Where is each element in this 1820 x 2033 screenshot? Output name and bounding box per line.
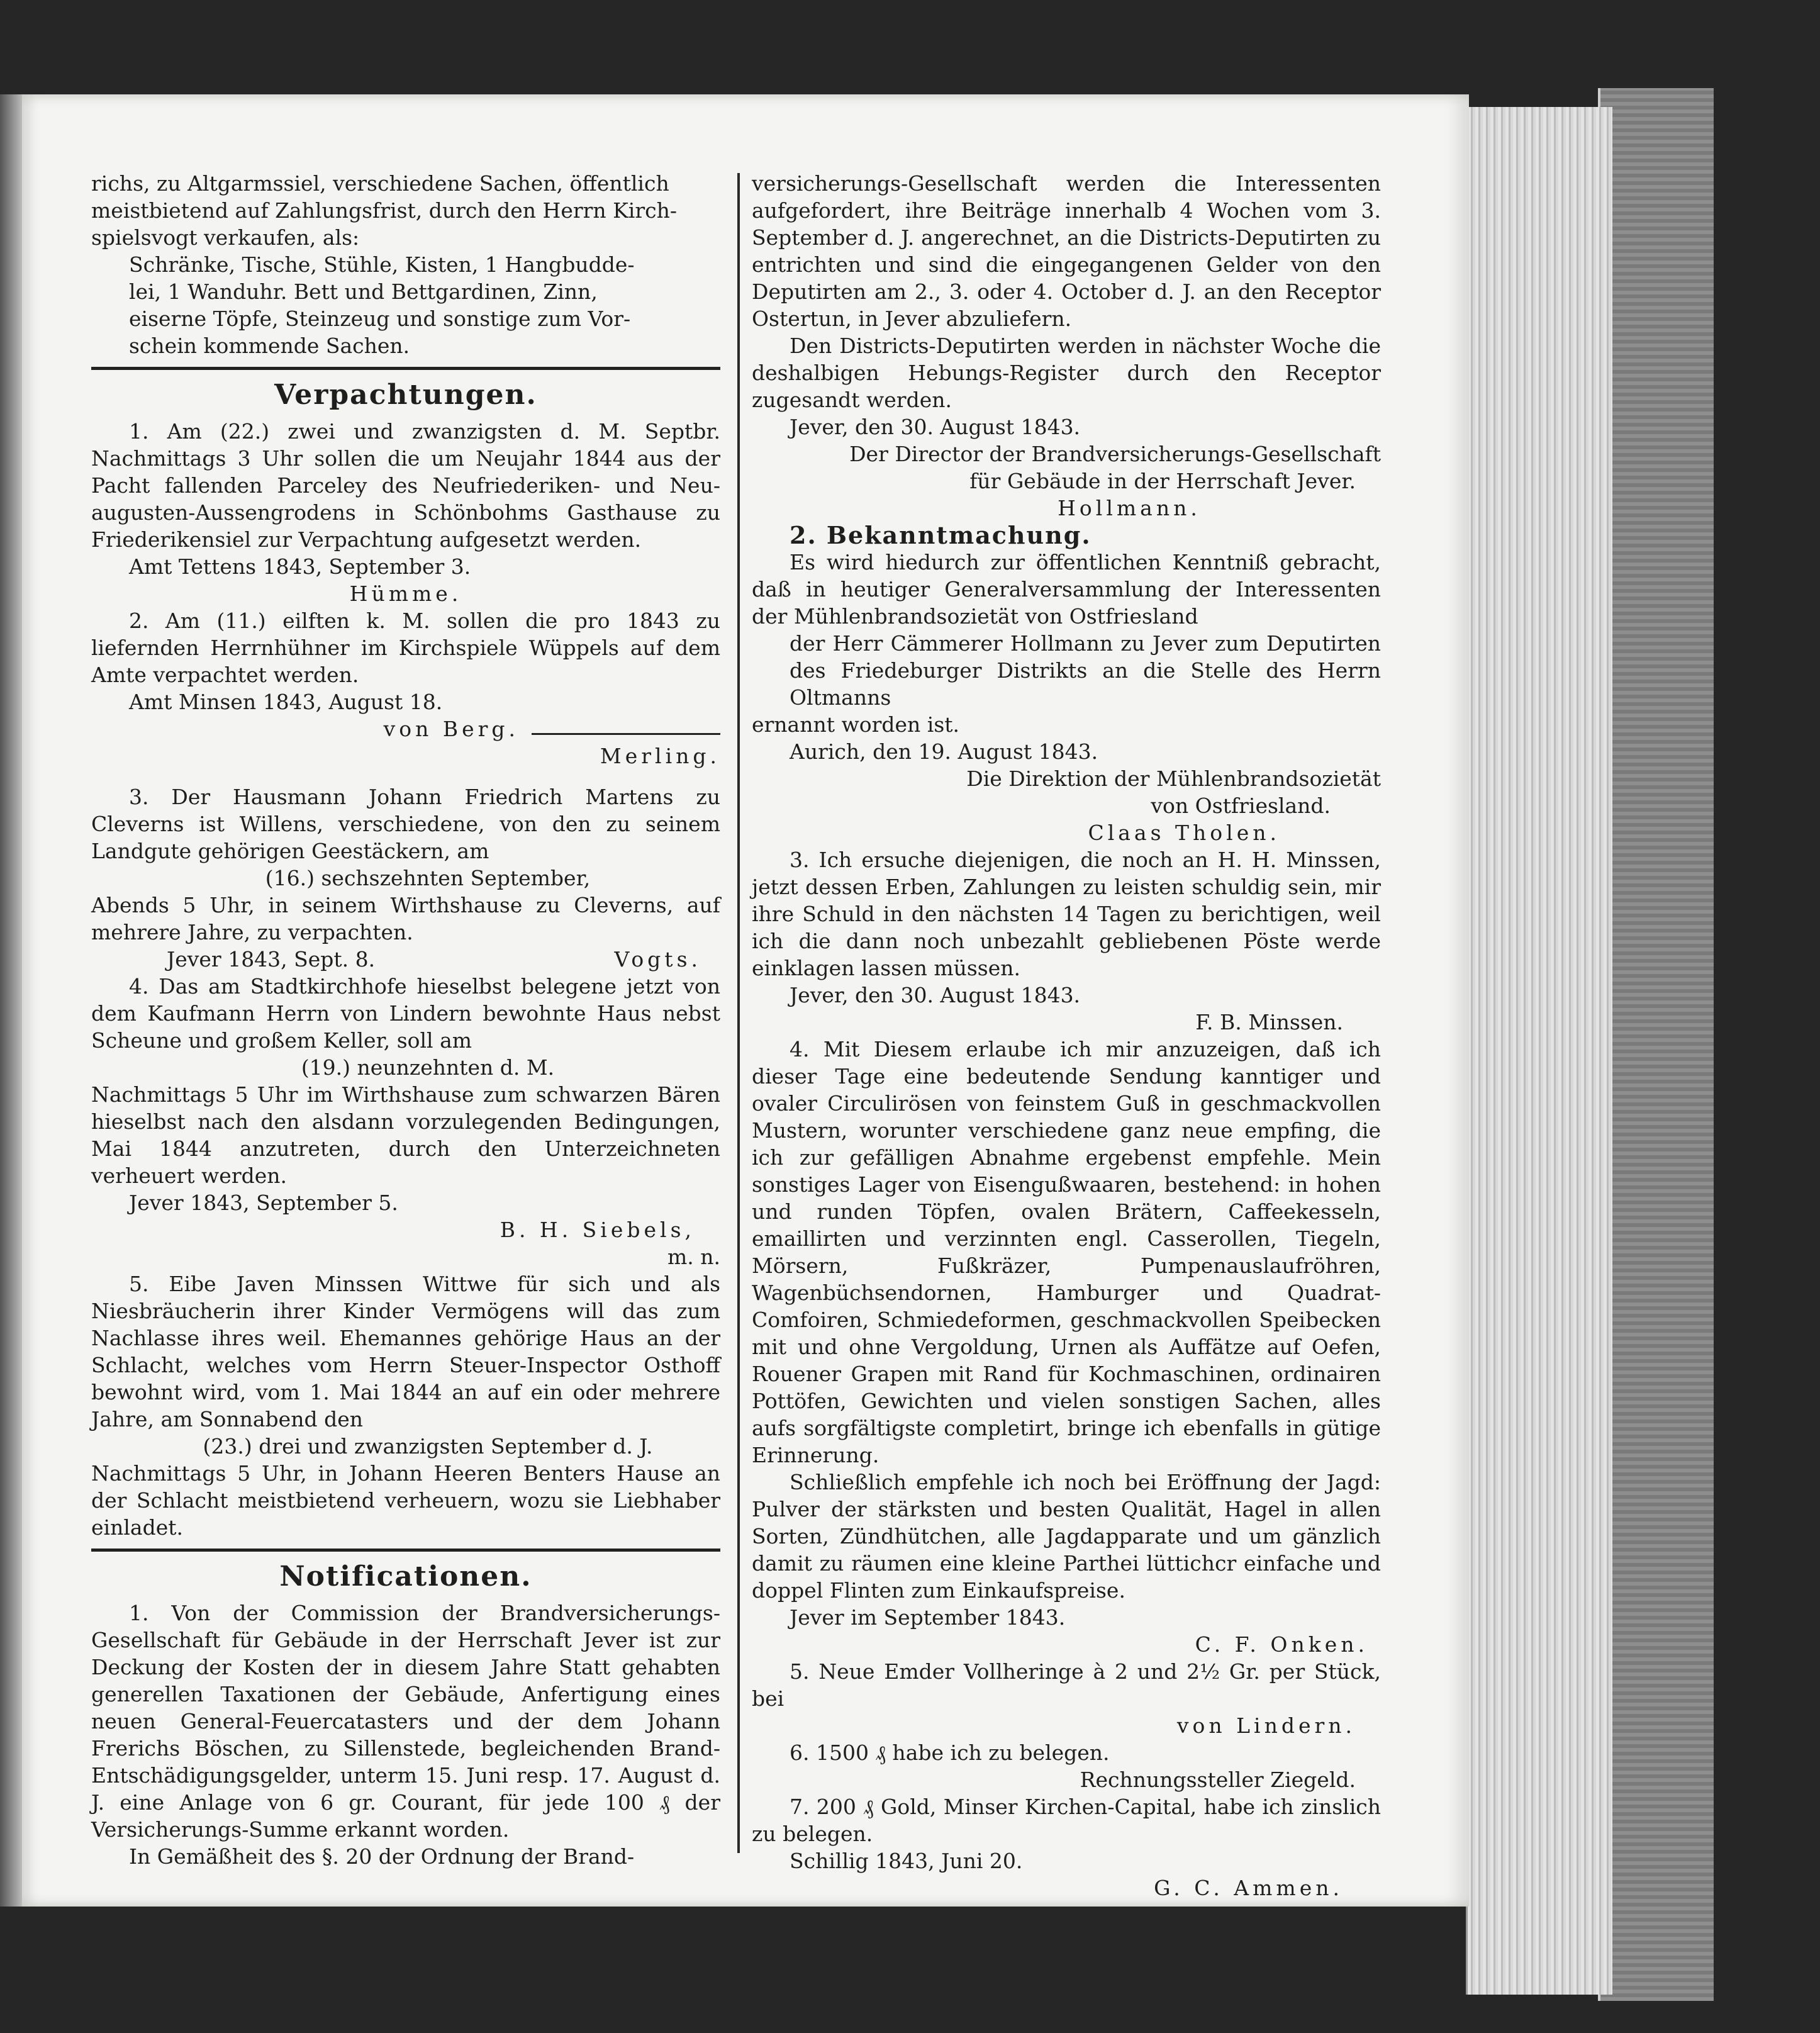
notice-text: der Herr Cämmerer Hollmann zu Jever zum Deputirten des Friedeburger Distrikts an die Stelle des Herrn Oltmanns — [790, 631, 1381, 710]
notice-text: ernannt worden ist. — [752, 712, 960, 737]
notice-place-date: Jever 1843, September 5. — [129, 1190, 398, 1215]
notice-signature: für Gebäude in der Herrschaft Jever. — [969, 469, 1356, 493]
signature-rule — [532, 733, 720, 735]
notice-item-6: 6. 1500 ₰ habe ich zu belegen. — [790, 1740, 1110, 1765]
notice-verpachtung-2: 2. Am (11.) eilften k. M. sollen die pro 1843 zu liefernden Herrnhühner im Kirchspiele Wüppels auf dem Amte verpachtet werden. — [91, 608, 720, 687]
notice-signature: C. F. Onken. — [1195, 1632, 1368, 1657]
notice-verpachtung-5: 5. Eibe Javen Minssen Wittwe für sich und als Niesbräucherin ihrer Kinder Vermögens will das zum Nachlasse ihres weil. Ehemannes gehörige Haus an der Schlacht, welches vom Herrn Steuer-Inspector Osthoff bewohnt wird, vom 1. Mai 1844 an auf ein oder mehrere Jahre, am Sonnabend den — [91, 1272, 720, 1431]
page-stack-edge — [1466, 107, 1612, 1995]
signature-line — [91, 715, 720, 742]
signature-line — [91, 946, 720, 973]
left-column — [91, 170, 720, 1870]
section-rule — [91, 367, 720, 370]
notice-item-7: 7. 200 ₰ Gold, Minser Kirchen-Capital, habe ich zinslich zu belegen. — [752, 1795, 1381, 1846]
notice-text: Den Districts-Deputirten werden in nächster Woche die deshalbigen Hebungs-Register durch den Receptor zugesandt werden. — [752, 333, 1381, 412]
notice-place-date: Aurich, den 19. August 1843. — [790, 739, 1098, 764]
notice-verpachtung-1: 1. Am (22.) zwei und zwanzigsten d. M. Septbr. Nachmittags 3 Uhr sollen die um Neujahr 1844 aus der Pacht fallenden Parceley des Neufriederiken- und Neu-augusten-Aussengrodens in Schönbohms Gasthause zu Friederikensiel zur Verpachtung aufgesetzt werden. — [91, 419, 720, 552]
intro-line: spielsvogt verkaufen, als: — [91, 225, 360, 250]
notice-date-line: (16.) sechszehnten September, — [265, 866, 591, 890]
notice-signature: B. H. Siebels, — [500, 1218, 695, 1242]
notice-place-date: Schillig 1843, Juni 20. — [790, 1849, 1023, 1873]
notice-signature: Hollmann. — [1058, 496, 1201, 520]
notice-item-4: 4. Mit Diesem erlaube ich mir anzuzeigen, daß ich dieser Tage eine bedeutende Sendung kanntiger und ovaler Circulirösen von feinstem Guß in geschmackvollen Mustern, worunter verschiedene ganz neue empfing, die ich zur gefälligen Abnahme ergebenst empfehle. Mein sonstiges Lager von Eisengußwaaren, bestehend: in hohen und runden Töpfen, ovalen Brätern, Caffeekesseln, emaillirten und verzinnten engl. Casserollen, Tiegeln, Mörsern, Fußkräzer, Pumpenauslaufröhren, Wagenbüchsendornen, Hamburger und Quadrat-Comfoiren, Schmiedeformen, geschmackvollen Speibecken mit und ohne Vergoldung, Urnen als Auffätze auf Oefen, Rouener Grapen mit Rand für Kochmaschinen, ordinairen Pottöfen, Gewichten und vielen sonstigen Sachen, alles aufs sorgfältigste completirt, bringe ich ebenfalls in gütige Erinnerung. — [752, 1037, 1381, 1467]
notice-signature: Rechnungssteller Ziegeld. — [1080, 1767, 1356, 1792]
intro-list-line: schein kommende Sachen. — [129, 333, 410, 358]
notice-signature: Der Director der Brandversicherungs-Gesellschaft — [849, 442, 1381, 466]
notice-text: In Gemäßheit des §. 20 der Ordnung der Brand- — [129, 1844, 635, 1869]
notice-text: versicherungs-Gesellschaft werden die Interessenten aufgefordert, ihre Beiträge innerhalb 4 Wochen vom 3. September d. J. angerechnet, an die Districts-Deputirten zu entrichten und sind die eingegangenen Gelder von den Deputirten am 2., 3. oder 4. October d. J. an den Receptor Ostertun, in Jever abzuliefern. — [752, 171, 1381, 331]
notice-signature: Die Direktion der Mühlenbrandsozietät — [966, 766, 1381, 791]
notice-verpachtung-4: 4. Das am Stadtkirchhofe hieselbst belegene jetzt von dem Kaufmann Herrn von Lindern bewohnte Haus nebst Scheune und großem Keller, soll am — [91, 974, 720, 1053]
section-heading-notificationen: Notificationen. — [279, 1560, 532, 1593]
notice-signature: von Berg. — [383, 717, 519, 741]
notice-heading-bekanntmachung: 2. Bekanntmachung. — [790, 521, 1091, 549]
notice-signature: Hümme. — [349, 581, 462, 606]
notice-signature: G. C. Ammen. — [1154, 1876, 1343, 1900]
notice-verpachtung-3: 3. Der Hausmann Johann Friedrich Martens zu Cleverns ist Willens, verschiedene, von den zu seinem Landgute gehörigen Geestäckern, am — [91, 785, 720, 863]
section-heading-verpachtungen: Verpachtungen. — [274, 379, 537, 411]
notice-text: Schließlich empfehle ich noch bei Eröffnung der Jagd: Pulver der stärksten und besten Qualität, Hagel in allen Sorten, Zündhütchen, alle Jagdapparate und um gänzlich damit zu räumen eine kleine Parthei lüttichcr einfache und doppel Flinten zum Einkaufspreise. — [752, 1470, 1381, 1603]
intro-list-line: lei, 1 Wanduhr. Bett und Bettgardinen, Zinn, — [129, 279, 598, 304]
notice-item-3: 3. Ich ersuche diejenigen, die noch an H. H. Minssen, jetzt dessen Erben, Zahlungen zu leisten schuldig sein, mir ihre Schuld in den nächsten 14 Tagen zu berichtigen, weil ich die dann noch unbezahlt gebliebenen Pöste werde einklagen lassen müssen. — [752, 848, 1381, 980]
intro-list-line: Schränke, Tische, Stühle, Kisten, 1 Hangbudde- — [129, 252, 635, 277]
notice-signature: Claas Tholen. — [1088, 820, 1280, 845]
binding-gutter — [0, 94, 22, 1907]
spacer — [91, 770, 720, 783]
notice-place-date: Jever, den 30. August 1843. — [790, 983, 1081, 1007]
newspaper-page — [22, 94, 1469, 1907]
notice-signature: F. B. Minssen. — [1195, 1010, 1343, 1034]
notice-signature: m. n. — [667, 1245, 720, 1269]
intro-list-line: eiserne Töpfe, Steinzeug und sonstige zum Vor- — [129, 306, 631, 331]
notice-notification-1: 1. Von der Commission der Brandversicherungs-Gesellschaft für Gebäude in der Herrschaft Jever ist zur Deckung der Kosten der in diesem Jahre Statt gehabten generellen Taxationen der Gebäude, Anfertigung eines neuen General-Feuercatasters und der dem Johann Frerichs Böschen, zu Sillenstede, begleichenden Brand-Entschädigungsgelder, unterm 15. Juni resp. 17. August d. J. eine Anlage von 6 gr. Courant, für jede 100 ₰ der Versicherungs-Summe erkannt worden. — [91, 1601, 720, 1842]
notice-signature: von Lindern. — [1176, 1713, 1356, 1738]
section-rule — [91, 1549, 720, 1552]
notice-item-5: 5. Neue Emder Vollheringe à 2 und 2½ Gr. per Stück, bei — [752, 1659, 1381, 1711]
notice-place-date: Jever im September 1843. — [790, 1605, 1066, 1630]
notice-date-line: (19.) neunzehnten d. M. — [301, 1055, 555, 1080]
notice-signature: Vogts. — [614, 947, 701, 972]
notice-text: Es wird hiedurch zur öffentlichen Kenntniß gebracht, daß in heutiger Generalversammlung der Interessenten der Mühlenbrandsozietät von Ostfriesland — [752, 550, 1381, 629]
notice-text: Nachmittags 5 Uhr, in Johann Heeren Benters Hause an der Schlacht meistbietend verheuern, wozu sie Liebhaber einladet. — [91, 1461, 720, 1540]
notice-text: Abends 5 Uhr, in seinem Wirthshause zu Cleverns, auf mehrere Jahre, zu verpachten. — [91, 893, 720, 944]
right-column — [752, 170, 1381, 1901]
intro-line: meistbietend auf Zahlungsfrist, durch den Herrn Kirch- — [91, 198, 678, 223]
notice-text: Nachmittags 5 Uhr im Wirthshause zum schwarzen Bären hieselbst nach den alsdann vorzulegenden Bedingungen, Mai 1844 anzutreten, durch den Unterzeichneten verheuert werden. — [91, 1082, 720, 1188]
intro-line: richs, zu Altgarmssiel, verschiedene Sachen, öffentlich — [91, 171, 669, 196]
book-cover-edge — [1598, 88, 1714, 2001]
notice-date-line: (23.) drei und zwanzigsten September d. J. — [203, 1434, 653, 1459]
notice-place-date: Jever 1843, Sept. 8. — [167, 947, 376, 972]
notice-place-date: Jever, den 30. August 1843. — [790, 415, 1081, 439]
notice-place-date: Amt Tettens 1843, September 3. — [129, 554, 471, 579]
notice-signature: Merling. — [600, 744, 720, 768]
notice-place-date: Amt Minsen 1843, August 18. — [129, 690, 443, 714]
column-divider — [737, 173, 740, 1853]
notice-signature: von Ostfriesland. — [1151, 793, 1331, 818]
